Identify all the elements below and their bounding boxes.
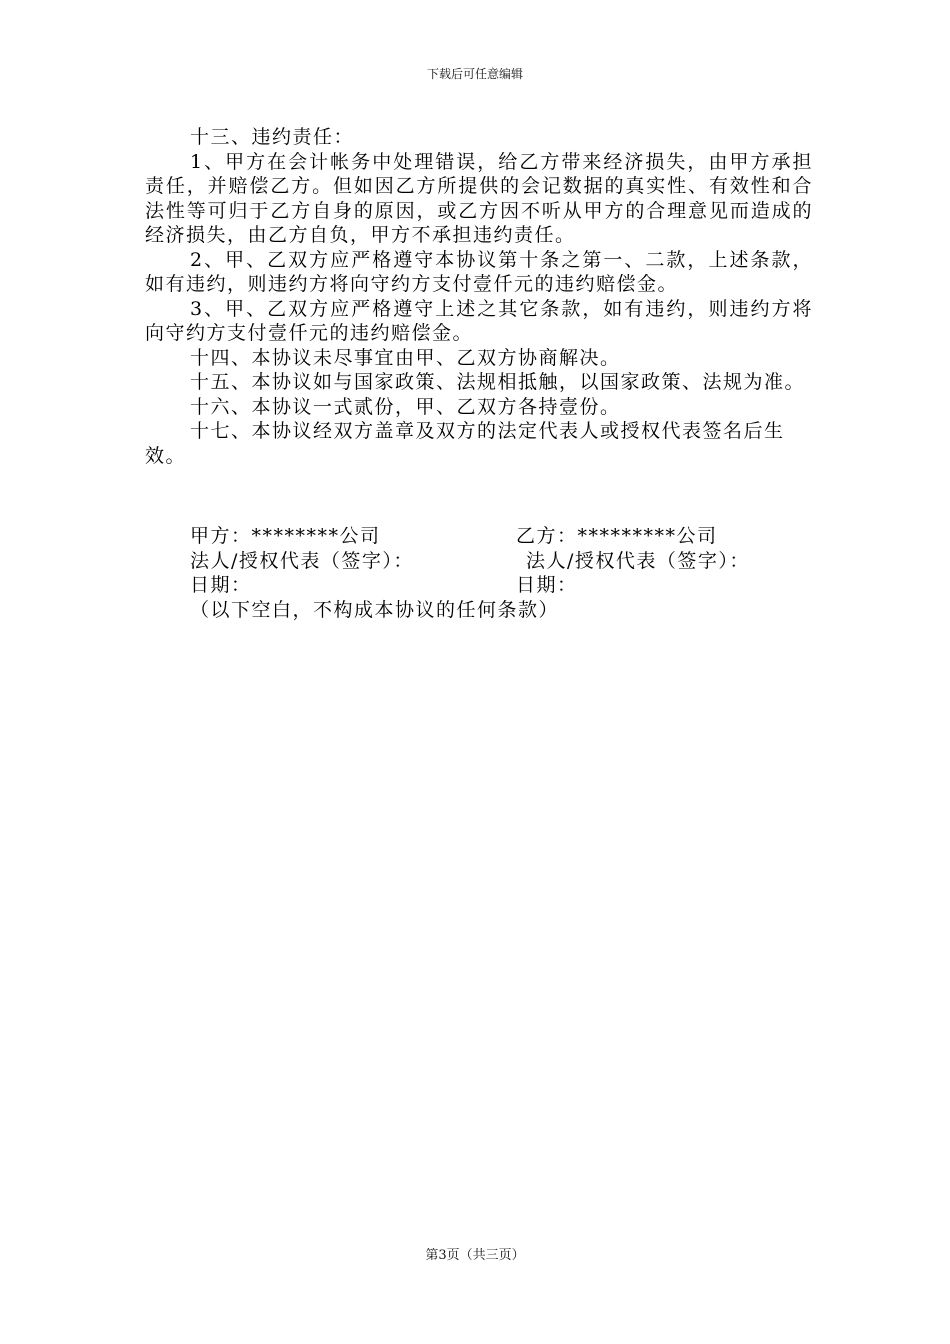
party-b-date: 日期： [516, 574, 578, 596]
page-number: 第3页（共三页） [425, 1248, 525, 1263]
clause-13-item-2: 2、甲、乙双方应严格遵守本协议第十条之第一、二款，上述条款，如有违约，则违约方将向守约方支付壹仟元的违约赔偿金。 [145, 248, 813, 295]
clause-17: 十七、本协议经双方盖章及双方的法定代表人或授权代表签名后生效。 [145, 420, 785, 467]
party-b-representative: 法人/授权代表（签字）： [526, 549, 750, 572]
party-a-representative: 法人/授权代表（签字）： [190, 549, 414, 572]
party-b-name: 乙方：*********公司 [516, 525, 718, 547]
clause-13-item-1: 1、甲方在会计帐务中处理错误，给乙方带来经济损失，由甲方承担责任，并赔偿乙方。但如因乙方所提供的会记数据的真实性、有效性和合法性等可归于乙方自身的原因，或乙方因不听从甲方的合理意见而造成的经济损失，由乙方自负，甲方不承担违约责任。 [145, 150, 813, 246]
blank-below-note: （以下空白，不构成本协议的任何条款） [190, 598, 560, 621]
agreement-body [145, 125, 813, 468]
page-header-note: 下载后可任意编辑 [426, 67, 523, 81]
clause-16: 十六、本协议一式贰份，甲、乙双方各持壹份。 [190, 395, 621, 418]
signature-block [190, 524, 810, 622]
signature-rep-row [190, 549, 810, 574]
party-a-date: 日期： [190, 574, 252, 596]
clause-13-heading: 十三、违约责任： [190, 126, 355, 148]
signature-date-row [190, 573, 810, 598]
party-a-name: 甲方：********公司 [190, 525, 381, 547]
clause-15: 十五、本协议如与国家政策、法规相抵触，以国家政策、法规为准。 [190, 371, 806, 393]
clause-13-item-3: 3、甲、乙双方应严格遵守上述之其它条款，如有违约，则违约方将向守约方支付壹仟元的违约赔偿金。 [145, 297, 813, 344]
signature-party-row [190, 524, 810, 549]
clause-14: 十四、本协议未尽事宜由甲、乙双方协商解决。 [190, 346, 621, 369]
